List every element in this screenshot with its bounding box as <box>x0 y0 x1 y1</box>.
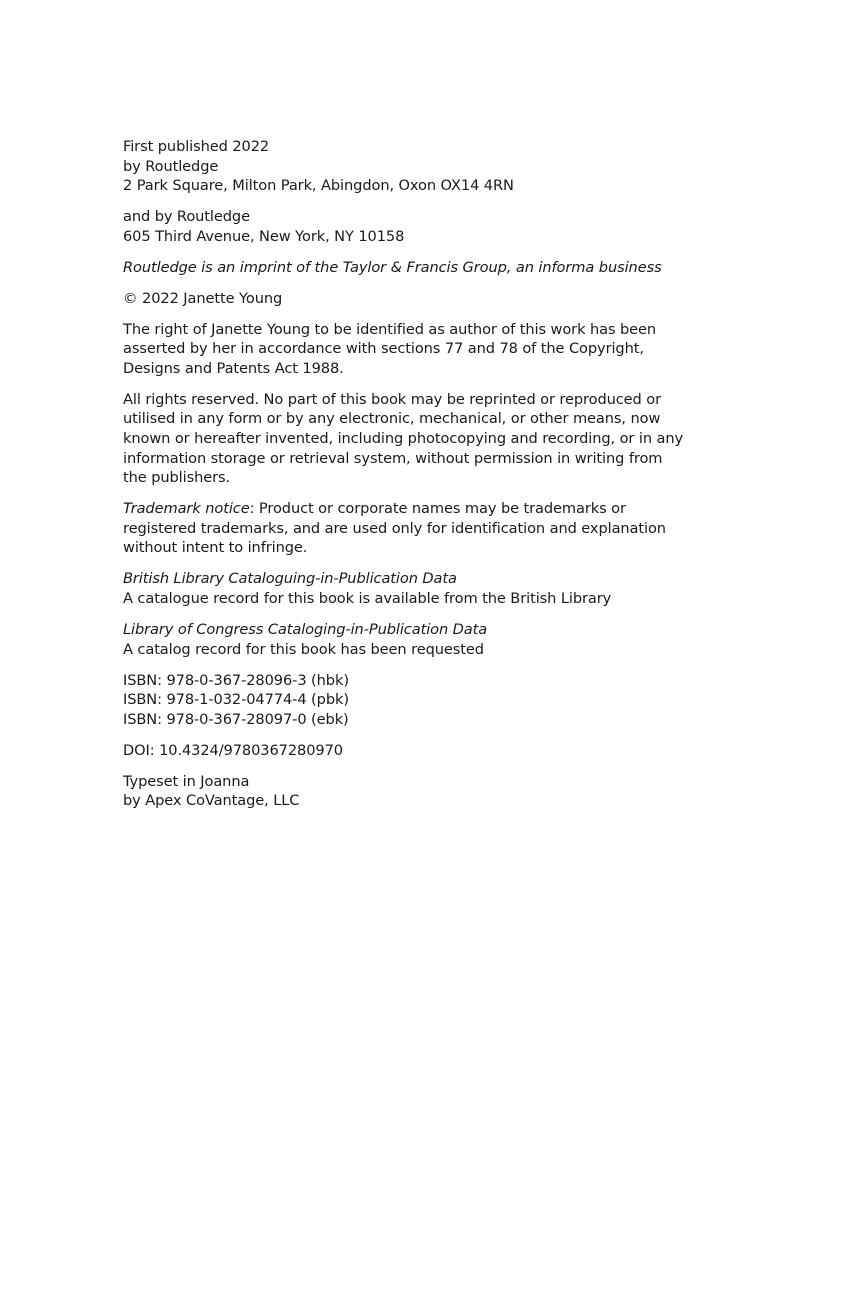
copyright-notice-block <box>123 289 703 309</box>
typeset-by: by Apex CoVantage, LLC <box>123 792 300 810</box>
rights-reserved-line: known or hereafter invented, including photocopying and recording, or in any <box>123 430 684 448</box>
rights-reserved-line: information storage or retrieval system, without permission in writing from <box>123 449 663 467</box>
publisher-us: and by Routledge <box>123 208 250 226</box>
moral-rights-line: The right of Janette Young to be identified as author of this work has been <box>123 320 657 338</box>
british-library-text: A catalogue record for this book is available from the British Library <box>123 590 612 608</box>
trademark-line-3: without intent to infringe. <box>123 539 308 557</box>
typeset-font: Typeset in Joanna <box>123 772 250 790</box>
library-of-congress-text: A catalog record for this book has been requested <box>123 640 484 658</box>
first-published: First published 2022 <box>123 138 270 155</box>
doi: DOI: 10.4324/9780367280970 <box>123 741 343 759</box>
rights-reserved-line: utilised in any form or by any electronic, mechanical, or other means, now <box>123 410 661 428</box>
publisher-uk: by Routledge <box>123 157 219 175</box>
trademark-line-2: registered trademarks, and are used only for identification and explanation <box>123 519 666 537</box>
copyright-page <box>123 137 703 822</box>
imprint-block <box>123 258 703 278</box>
moral-rights-block <box>123 320 703 379</box>
trademark-line-1 <box>123 499 703 519</box>
trademark-line-1-text: : Product or corporate names may be trademarks or <box>249 500 626 518</box>
trademark-label: Trademark notice <box>123 500 250 518</box>
trademark-block <box>123 499 703 558</box>
isbn-hbk: ISBN: 978-0-367-28096-3 (hbk) <box>123 671 349 689</box>
british-library-block <box>123 569 703 608</box>
rights-reserved-line: All rights reserved. No part of this book may be reprinted or reproduced or <box>123 390 661 408</box>
publication-block <box>123 137 703 196</box>
moral-rights-line: asserted by her in accordance with sections 77 and 78 of the Copyright, <box>123 340 644 358</box>
publisher-us-block <box>123 207 703 246</box>
imprint-statement: Routledge is an imprint of the Taylor & Francis Group, an informa business <box>123 258 662 276</box>
typeset-block <box>123 772 703 811</box>
doi-block <box>123 741 703 761</box>
copyright-notice: © 2022 Janette Young <box>123 289 283 307</box>
british-library-heading: British Library Cataloguing-in-Publication Data <box>123 570 457 588</box>
publisher-uk-address: 2 Park Square, Milton Park, Abingdon, Oxon OX14 4RN <box>123 177 514 195</box>
rights-reserved-block <box>123 390 703 488</box>
library-of-congress-block <box>123 620 703 659</box>
publisher-us-address: 605 Third Avenue, New York, NY 10158 <box>123 227 405 245</box>
rights-reserved-line: the publishers. <box>123 469 231 487</box>
moral-rights-line: Designs and Patents Act 1988. <box>123 359 344 377</box>
library-of-congress-heading: Library of Congress Cataloging-in-Publication Data <box>123 621 488 638</box>
isbn-block <box>123 671 703 730</box>
isbn-pbk: ISBN: 978-1-032-04774-4 (pbk) <box>123 691 349 709</box>
isbn-ebk: ISBN: 978-0-367-28097-0 (ebk) <box>123 710 349 728</box>
